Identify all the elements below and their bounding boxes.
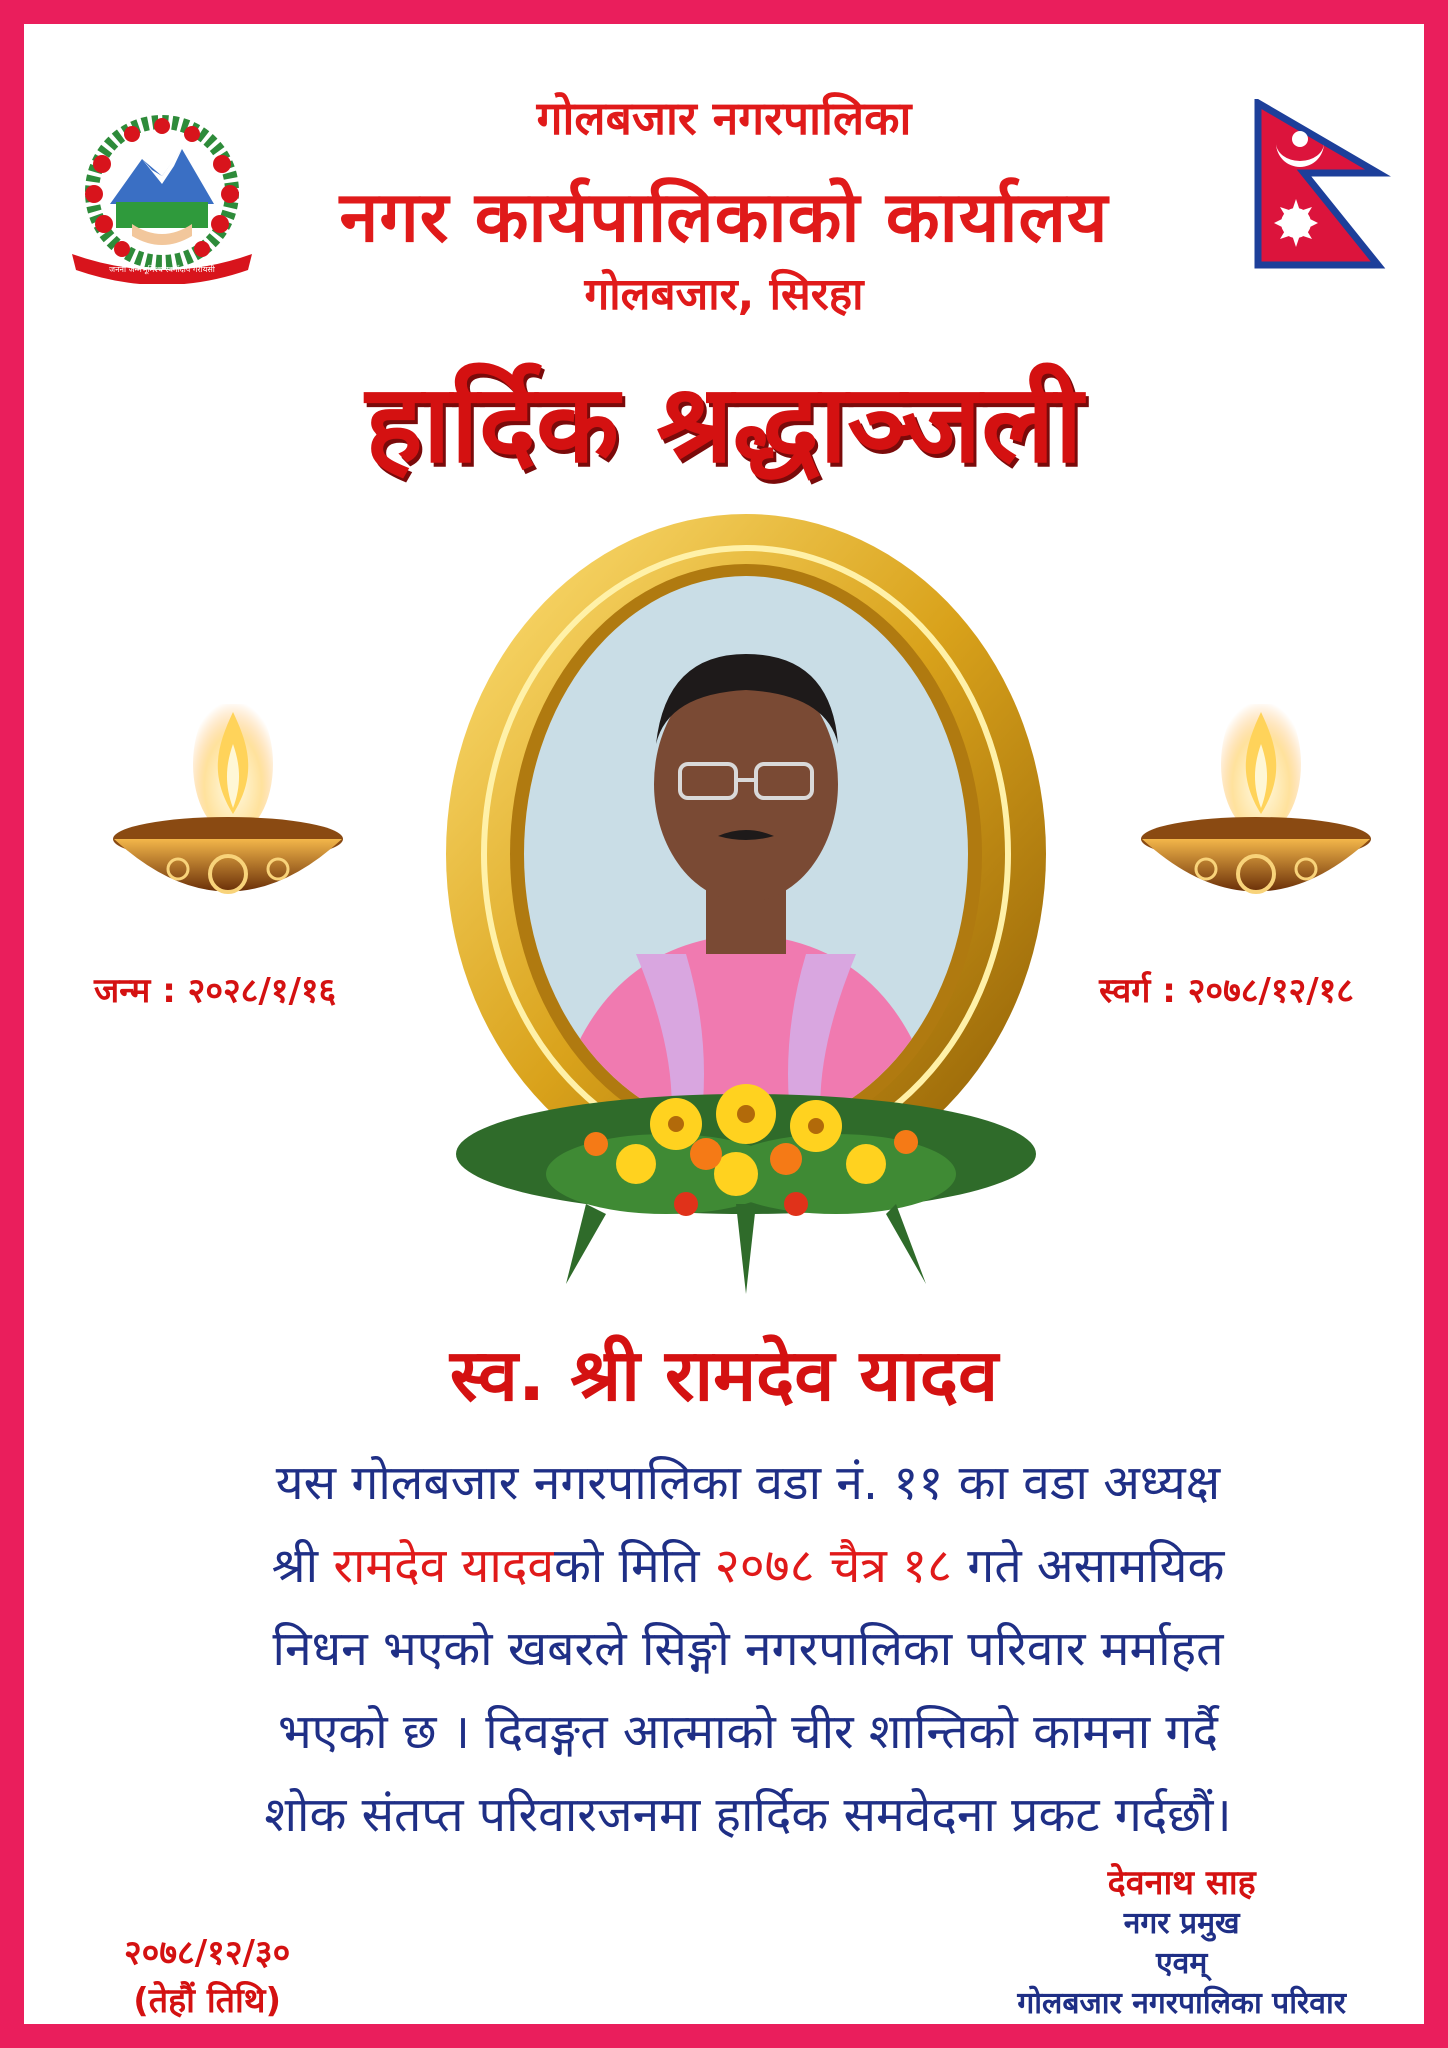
- birth-date: जन्म : २०२८/१/१६: [94, 971, 337, 1011]
- municipality-name: गोलबजार नगरपालिका: [536, 91, 912, 145]
- tithi-block: [124, 1929, 290, 2025]
- signatory-designation: नगर प्रमुख: [1123, 1906, 1240, 1941]
- diya-lamp-icon: [108, 704, 358, 924]
- portrait-frame: [436, 514, 1056, 1304]
- message-text: गते असामयिक: [952, 1538, 1225, 1594]
- flower-bouquet: [456, 1084, 1036, 1294]
- signatory-conjunction: एवम्: [1156, 1946, 1208, 1981]
- highlight-name: रामदेव यादव: [333, 1538, 555, 1594]
- poster-title: हार्दिक श्रद्धाञ्जली: [365, 362, 1083, 487]
- tithi-label: (तेहौं तिथि): [133, 1981, 282, 2021]
- condolence-message: [94, 1442, 1402, 1857]
- message-line: [94, 1525, 1402, 1608]
- message-line: निधन भएको खबरले सिङ्गो नगरपालिका परिवार मर्माहत: [272, 1621, 1224, 1677]
- diya-lamp-icon: [1136, 704, 1386, 924]
- emblem-motto: जननी जन्मभूमिश्च स्वर्गादपि गरीयसी: [109, 265, 215, 274]
- signatory-organization: गोलबजार नगरपालिका परिवार: [1017, 1986, 1346, 2021]
- signature-block: [1017, 1862, 1346, 2024]
- deceased-name: स्व. श्री रामदेव यादव: [449, 1333, 999, 1417]
- message-line: भएको छ । दिवङ्गत आत्माको चीर शान्तिको कामना गर्दै: [278, 1704, 1218, 1760]
- message-text: को मिति: [554, 1538, 715, 1594]
- office-location: गोलबजार, सिरहा: [584, 269, 864, 320]
- message-line: शोक संतप्त परिवारजनमा हार्दिक समवेदना प्रकट गर्दछौं।: [264, 1787, 1232, 1843]
- signatory-name: देवनाथ साह: [1107, 1863, 1256, 1903]
- tithi-date: २०७८/१२/३०: [124, 1933, 291, 1973]
- message-line: यस गोलबजार नगरपालिका वडा नं. ११ का वडा अध्यक्ष: [275, 1455, 1221, 1511]
- highlight-date: २०७८ चैत्र १८: [714, 1538, 953, 1594]
- death-date: स्वर्ग : २०७८/१२/१८: [1099, 971, 1354, 1011]
- office-name: नगर कार्यपालिकाको कार्यालय: [339, 176, 1109, 258]
- message-text: श्री: [271, 1538, 334, 1594]
